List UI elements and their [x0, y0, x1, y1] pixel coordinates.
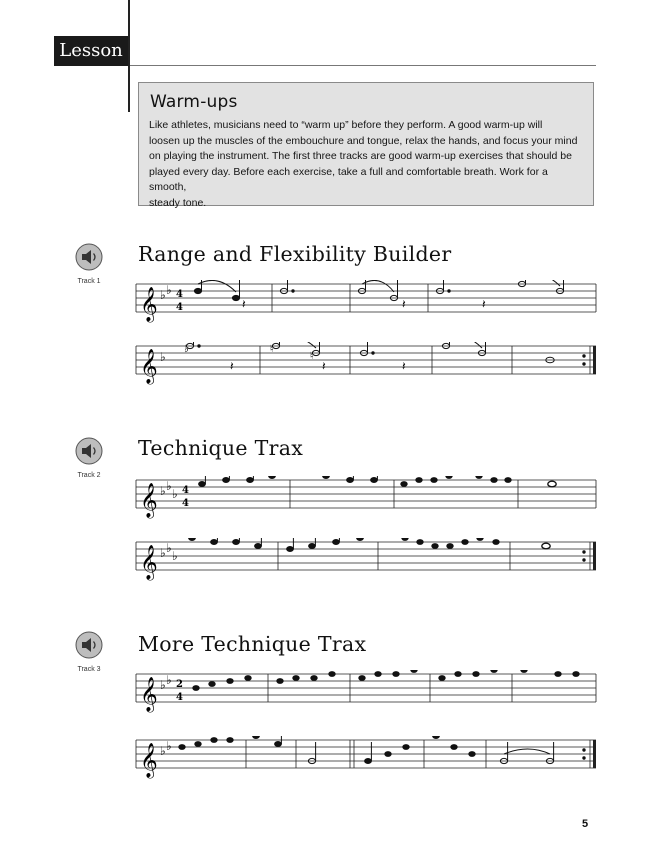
warmups-line: Like athletes, musicians need to “warm up” before they perform. A good warm-up will — [149, 119, 543, 131]
svg-text:♭: ♭ — [160, 288, 166, 302]
svg-text:𝄞: 𝄞 — [140, 545, 158, 580]
svg-text:♭: ♭ — [160, 678, 166, 692]
svg-text:♭: ♭ — [160, 546, 166, 560]
svg-text:2: 2 — [176, 679, 183, 690]
track-label: Track 2 — [77, 472, 101, 479]
exercise-title: Range and Flexibility Builder — [138, 242, 452, 266]
track-1-badge[interactable] — [72, 243, 106, 285]
svg-text:𝄞: 𝄞 — [140, 743, 158, 778]
warmups-box — [138, 82, 594, 209]
music-staff — [132, 280, 600, 324]
exercise-title: More Technique Trax — [138, 632, 367, 656]
svg-text:♭: ♭ — [166, 541, 172, 555]
page-number: 5 — [582, 818, 589, 830]
track-label: Track 1 — [77, 278, 101, 285]
warmups-line: played every day. Before each exercise, take a full and comfortable breath. Work for a smooth, — [149, 165, 548, 194]
music-staff — [132, 476, 600, 520]
svg-text:♭: ♭ — [184, 344, 189, 355]
svg-text:♮: ♮ — [270, 344, 274, 355]
svg-text:♭: ♭ — [166, 283, 172, 297]
svg-text:♭: ♭ — [172, 549, 178, 563]
svg-text:♭: ♭ — [166, 673, 172, 687]
svg-text:𝄽: 𝄽 — [402, 297, 406, 311]
music-staff — [132, 538, 600, 582]
svg-text:4: 4 — [182, 498, 189, 509]
svg-text:♭: ♭ — [160, 350, 166, 364]
svg-text:𝄞: 𝄞 — [140, 677, 158, 712]
warmups-line: on playing the instrument. The first three tracks are good warm-up exercises that should be — [149, 150, 572, 163]
music-staff — [132, 670, 600, 714]
exercise-title: Technique Trax — [138, 436, 304, 460]
music-staff — [132, 736, 600, 780]
speaker-icon — [75, 243, 103, 271]
svg-text:𝄽: 𝄽 — [230, 359, 234, 373]
lesson-tab: Lesson 1 — [54, 36, 128, 66]
warmups-line: loosen up the muscles of the embouchure and tongue, relax the hands, and focus your mind — [149, 134, 578, 147]
music-staff — [132, 342, 600, 386]
svg-text:𝄽: 𝄽 — [482, 297, 486, 311]
svg-text:♭: ♭ — [166, 739, 172, 753]
svg-text:𝄽: 𝄽 — [402, 359, 406, 373]
svg-text:4: 4 — [176, 692, 183, 703]
svg-text:𝄽: 𝄽 — [322, 359, 326, 373]
svg-text:𝄽: 𝄽 — [242, 297, 246, 311]
warmups-title: Warm-ups — [150, 92, 238, 112]
header-rule — [130, 65, 596, 66]
svg-text:♭: ♭ — [172, 487, 178, 501]
svg-text:𝄞: 𝄞 — [140, 483, 158, 518]
svg-text:4: 4 — [182, 485, 189, 496]
warmups-line: steady tone. — [149, 196, 207, 209]
vertical-rule — [128, 0, 130, 112]
svg-text:4: 4 — [176, 302, 183, 313]
speaker-icon — [75, 631, 103, 659]
svg-text:♭: ♭ — [160, 744, 166, 758]
track-label: Track 3 — [77, 666, 101, 673]
warmups-text — [149, 118, 583, 212]
svg-text:𝄞: 𝄞 — [140, 287, 158, 322]
svg-text:♭: ♭ — [166, 479, 172, 493]
svg-text:♭: ♭ — [160, 484, 166, 498]
svg-text:4: 4 — [176, 289, 183, 300]
svg-text:♮: ♮ — [310, 351, 314, 362]
speaker-icon — [75, 437, 103, 465]
svg-text:𝄞: 𝄞 — [140, 349, 158, 384]
track-2-badge[interactable] — [72, 437, 106, 479]
track-3-badge[interactable] — [72, 631, 106, 673]
